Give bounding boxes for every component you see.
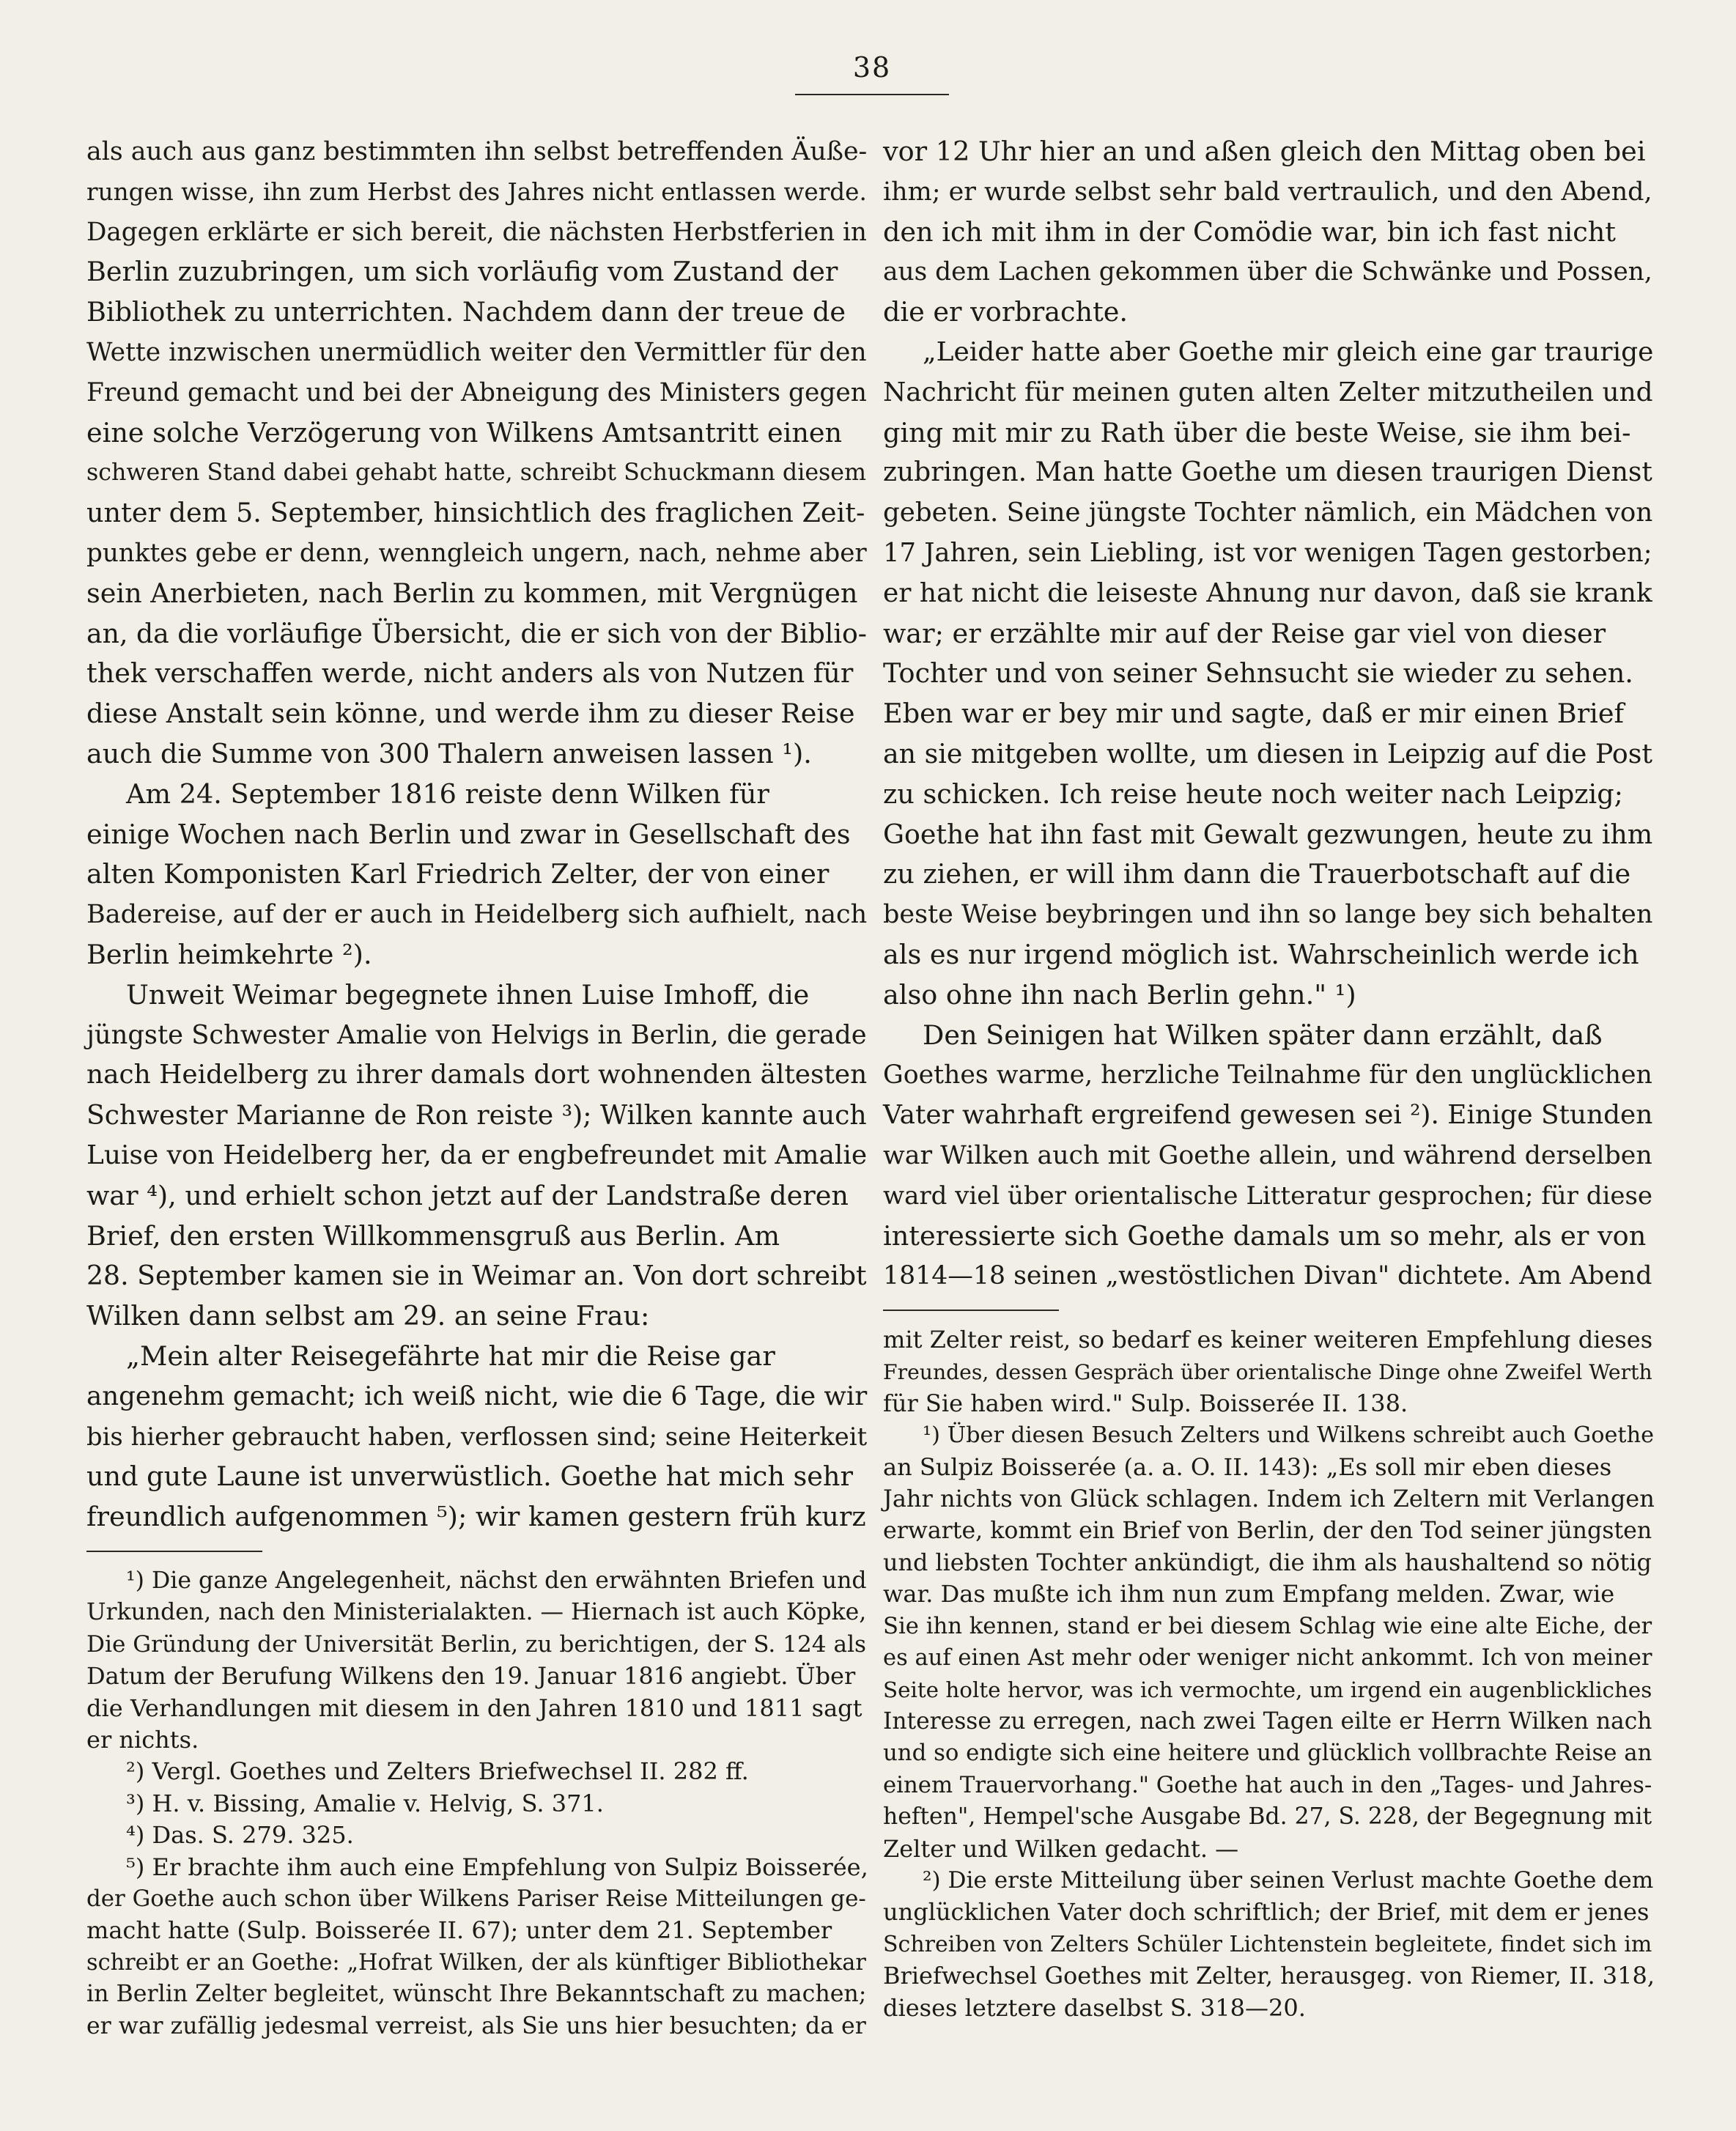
footnote-line: Interesse zu erregen, nach zwei Tagen eilte er Herrn Wilken nach: [883, 1707, 1652, 1735]
footnote-line: einem Trauervorhang." Goethe hat auch in den „Tages- und Jahres-: [883, 1771, 1652, 1798]
text-line: Den Seinigen hat Wilken später dann erzählt, daß: [923, 1019, 1603, 1051]
footnote-line: Freundes, dessen Gespräch über orientalische Dinge ohne Zweifel Werth: [883, 1359, 1652, 1384]
text-line: diese Anstalt sein könne, und werde ihm zu dieser Reise: [86, 698, 855, 730]
text-line: interessierte sich Goethe damals um so mehr, als er von: [883, 1219, 1647, 1252]
text-line: war Wilken auch mit Goethe allein, und während derselben: [883, 1140, 1652, 1170]
footnote-line: Schreiben von Zelters Schüler Lichtenstein begleitete, findet sich im: [883, 1931, 1652, 1957]
text-line: sein Anerbieten, nach Berlin zu kommen, mit Vergnügen: [86, 577, 858, 609]
footnote-line: in Berlin Zelter begleitet, wünscht Ihre Bekanntschaft zu machen;: [86, 1981, 867, 2008]
text-line: beste Weise beybringen und ihn so lange bey sich behalten: [883, 900, 1653, 930]
text-line: Unweit Weimar begegnete ihnen Luise Imhoff, die: [126, 978, 810, 1011]
text-line: an sie mitgeben wollte, um diesen in Leipzig auf die Post: [883, 737, 1652, 769]
text-line: Brief, den ersten Willkommensgruß aus Berlin. Am: [86, 1219, 780, 1252]
text-line: alten Komponisten Karl Friedrich Zelter, der von einer: [86, 858, 830, 890]
text-line: Goethe hat ihn fast mit Gewalt gezwungen, heute zu ihm: [883, 818, 1653, 850]
text-line: als es nur irgend möglich ist. Wahrscheinlich werde ich: [883, 938, 1639, 970]
text-line: bis hierher gebraucht haben, verflossen sind; seine Heiterkeit: [86, 1422, 868, 1451]
footnote-line: er nichts.: [86, 1725, 199, 1754]
footnote-line: er war zufällig jedesmal verreist, als Sie uns hier besuchten; da er: [86, 2012, 866, 2039]
text-line: ging mit mir zu Rath über die beste Weise, sie ihm bei-: [883, 416, 1631, 448]
text-line: die er vorbrachte.: [883, 296, 1129, 328]
text-line: auch die Summe von 300 Thalern anweisen lassen ¹).: [86, 737, 812, 769]
footnote-line: an Sulpiz Boisserée (a. a. O. II. 143): „Es soll mir eben dieses: [883, 1452, 1612, 1481]
text-line: punktes gebe er denn, wenngleich ungern, nach, nehme aber: [86, 538, 867, 568]
text-line: 28. September kamen sie in Weimar an. Von dort schreibt: [86, 1260, 867, 1292]
text-line: schweren Stand dabei gehabt hatte, schreibt Schuckmann diesem: [86, 459, 867, 487]
text-line: vor 12 Uhr hier an und aßen gleich den Mittag oben bei: [883, 136, 1646, 167]
footnote-line: die Verhandlungen mit diesem in den Jahren 1810 und 1811 sagt: [86, 1694, 863, 1722]
text-line: an, da die vorläufige Übersicht, die er sich von der Biblio-: [86, 617, 868, 649]
footnote-line: ¹) Über diesen Besuch Zelters und Wilkens schreibt auch Goethe: [923, 1422, 1655, 1449]
text-line: zubringen. Man hatte Goethe um diesen traurigen Dienst: [883, 457, 1652, 488]
footnote-line: Urkunden, nach den Ministerialakten. — Hiernach ist auch Köpke,: [86, 1599, 867, 1626]
footnote-line: Sie ihn kennen, stand er bei diesem Schlag wie eine alte Eiche, der: [883, 1613, 1652, 1639]
text-line: nach Heidelberg zu ihrer damals dort wohnenden ältesten: [86, 1060, 868, 1090]
footnote-line: und so endigte sich eine heitere und glücklich vollbrachte Reise an: [883, 1740, 1652, 1767]
text-line: eine solche Verzögerung von Wilkens Amtsantritt einen: [86, 416, 843, 448]
text-line: Tochter und von seiner Sehnsucht sie wieder zu sehen.: [883, 657, 1633, 690]
footnote-line: erwarte, kommt ein Brief von Berlin, der den Tod seiner jüngsten: [883, 1517, 1652, 1544]
left-column: [86, 132, 871, 2042]
text-line: aus dem Lachen gekommen über die Schwänke und Possen,: [883, 257, 1652, 287]
text-line: rungen wisse, ihn zum Herbst des Jahres nicht entlassen werde.: [86, 177, 867, 206]
footnote-line: ⁵) Er brachte ihm auch eine Empfehlung von Sulpiz Boisserée,: [126, 1853, 868, 1881]
footnote-line: ¹) Die ganze Angelegenheit, nächst den erwähnten Briefen und: [126, 1567, 867, 1594]
text-line: Badereise, auf der er auch in Heidelberg sich aufhielt, nach: [86, 899, 868, 930]
text-line: war ⁴), und erhielt schon jetzt auf der Landstraße deren: [86, 1179, 849, 1211]
text-line: freundlich aufgenommen ⁵); wir kamen gestern früh kurz: [86, 1501, 866, 1533]
text-line: Wette inzwischen unermüdlich weiter den Vermittler für den: [86, 337, 867, 367]
text-line: ihm; er wurde selbst sehr bald vertraulich, und den Abend,: [883, 177, 1652, 207]
text-line: einige Wochen nach Berlin und zwar in Gesellschaft des: [86, 818, 851, 850]
left-footnotes: [86, 1565, 871, 2042]
text-line: jüngste Schwester Amalie von Helvigs in Berlin, die gerade: [86, 1019, 867, 1050]
text-line: Am 24. September 1816 reiste denn Wilken für: [126, 778, 769, 810]
text-line: war; er erzählte mir auf der Reise gar viel von dieser: [883, 617, 1606, 649]
header-rule: [795, 94, 949, 95]
footnote-line: Zelter und Wilken gedacht. —: [883, 1834, 1239, 1863]
footnote-line: es auf einen Ast mehr oder weniger nicht ankommt. Ich von meiner: [883, 1645, 1652, 1672]
text-line: Freund gemacht und bei der Abneigung des Ministers gegen: [86, 377, 867, 407]
text-line: zu schicken. Ich reise heute noch weiter nach Leipzig;: [883, 778, 1623, 810]
footnote-line: ²) Die erste Mitteilung über seinen Verlust machte Goethe dem: [923, 1867, 1654, 1894]
text-line: 17 Jahren, sein Liebling, ist vor wenigen Tagen gestorben;: [883, 537, 1652, 568]
footnote-line: Jahr nichts von Glück schlagen. Indem ich Zeltern mit Verlangen: [883, 1485, 1655, 1513]
text-line: also ohne ihn nach Berlin gehn." ¹): [883, 978, 1356, 1011]
footnote-line: dieses letztere daselbst S. 318—20.: [883, 1993, 1306, 2022]
footnote-rule: [883, 1310, 1059, 1311]
text-line: „Leider hatte aber Goethe mir gleich eine gar traurige: [923, 336, 1654, 367]
right-body-text: [883, 132, 1656, 1296]
text-line: unter dem 5. September, hinsichtlich des fraglichen Zeit-: [86, 497, 865, 529]
text-line: Berlin heimkehrte ²).: [86, 938, 372, 970]
footnote-line: ²) Vergl. Goethes und Zelters Briefwechsel II. 282 ff.: [126, 1757, 749, 1786]
text-line: Eben war er bey mir und sagte, daß er mir einen Brief: [883, 698, 1625, 730]
footnote-rule: [86, 1551, 262, 1552]
footnote-line: für Sie haben wird." Sulp. Boisserée II. 138.: [883, 1389, 1408, 1417]
footnote-line: Briefwechsel Goethes mit Zelter, herausgeg. von Riemer, II. 318,: [883, 1962, 1655, 1990]
footnote-line: und liebsten Tochter ankündigt, die ihm als haushaltend so nötig: [883, 1548, 1652, 1576]
text-line: Wilken dann selbst am 29. an seine Frau:: [86, 1300, 650, 1332]
text-line: Vater wahrhaft ergreifend gewesen sei ²). Einige Stunden: [883, 1100, 1653, 1131]
text-line: Dagegen erklärte er sich bereit, die nächsten Herbstferien in: [86, 217, 867, 247]
text-line: Berlin zuzubringen, um sich vorläufig vom Zustand der: [86, 256, 838, 288]
text-line: ward viel über orientalische Litteratur gesprochen; für diese: [883, 1181, 1653, 1211]
page-header: [795, 51, 949, 95]
text-line: gebeten. Seine jüngste Tochter nämlich, ein Mädchen von: [883, 498, 1653, 528]
text-line: „Mein alter Reisegefährte hat mir die Reise gar: [126, 1340, 775, 1372]
text-line: angenehm gemacht; ich weiß nicht, wie die 6 Tage, die wir: [86, 1381, 868, 1411]
footnote-line: Seite holte hervor, was ich vermochte, um irgend ein augenblickliches: [883, 1677, 1652, 1702]
text-line: Nachricht für meinen guten alten Zelter mitzutheilen und: [883, 377, 1653, 407]
footnote-line: Die Gründung der Universität Berlin, zu berichtigen, der S. 124 als: [86, 1630, 867, 1658]
footnote-line: heften", Hempel'sche Ausgabe Bd. 27, S. 228, der Begegnung mit: [883, 1803, 1652, 1831]
text-line: Goethes warme, herzliche Teilnahme für den unglücklichen: [883, 1060, 1652, 1090]
left-body-text: [86, 132, 871, 1537]
text-line: er hat nicht die leiseste Ahnung nur davon, daß sie krank: [883, 577, 1652, 608]
footnote-line: ³) H. v. Bissing, Amalie v. Helvig, S. 371.: [126, 1789, 604, 1817]
text-line: 1814—18 seinen „westöstlichen Divan" dichtete. Am Abend: [883, 1261, 1652, 1291]
footnote-line: ⁴) Das. S. 279. 325.: [126, 1821, 354, 1850]
text-line: thek verschaffen werde, nicht anders als von Nutzen für: [86, 657, 854, 690]
footnote-line: war. Das mußte ich ihm nun zum Empfang melden. Zwar, wie: [883, 1580, 1615, 1609]
footnote-line: schreibt er an Goethe: „Hofrat Wilken, der als künftiger Bibliothekar: [86, 1949, 866, 1976]
text-line: Luise von Heidelberg her, da er engbefreundet mit Amalie: [86, 1140, 868, 1170]
right-column: [883, 132, 1656, 2024]
page-number: 38: [852, 51, 892, 84]
footnote-line: der Goethe auch schon über Wilkens Pariser Reise Mitteilungen ge-: [86, 1885, 866, 1912]
text-line: zu ziehen, er will ihm dann die Trauerbotschaft auf die: [883, 858, 1631, 890]
footnote-line: unglücklichen Vater doch schriftlich; der Brief, mit dem er jenes: [883, 1898, 1650, 1927]
text-line: und gute Laune ist unverwüstlich. Goethe hat mich sehr: [86, 1460, 853, 1493]
right-footnotes: [883, 1324, 1656, 2024]
text-line: den ich mit ihm in der Comödie war, bin ich fast nicht: [883, 215, 1617, 248]
text-line: Schwester Marianne de Ron reiste ³); Wilken kannte auch: [86, 1099, 867, 1131]
footnote-line: mit Zelter reist, so bedarf es keiner weiteren Empfehlung dieses: [883, 1326, 1653, 1354]
text-line: als auch aus ganz bestimmten ihn selbst betreffenden Äuße-: [86, 137, 868, 166]
text-line: Bibliothek zu unterrichten. Nachdem dann der treue de: [86, 296, 846, 328]
footnote-line: macht hatte (Sulp. Boisserée II. 67); unter dem 21. September: [86, 1916, 832, 1945]
footnote-line: Datum der Berufung Wilkens den 19. Januar 1816 angiebt. Über: [86, 1662, 856, 1691]
